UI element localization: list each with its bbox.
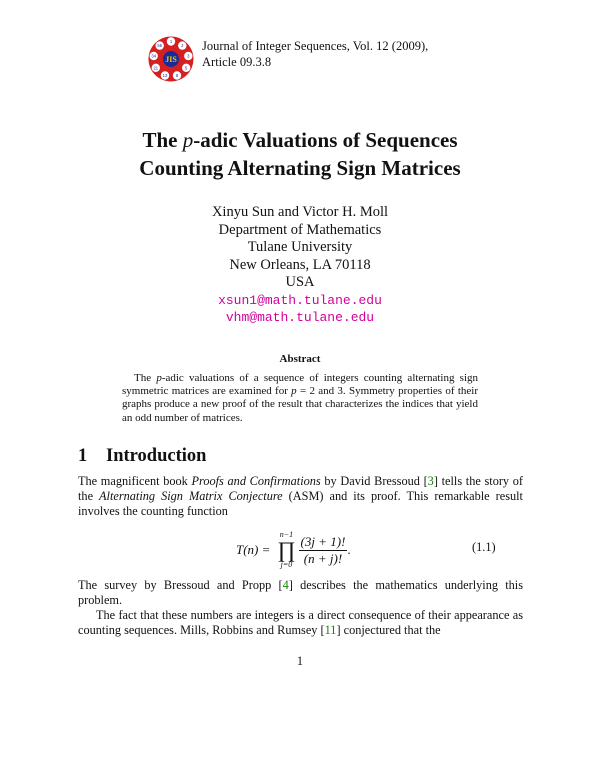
author-names: Xinyu Sun and Victor H. Moll xyxy=(211,204,389,220)
equation-fraction: (3j + 1)! (n + j)! xyxy=(300,533,346,566)
svg-text:55: 55 xyxy=(157,43,163,49)
equation-lhs: T(n) = xyxy=(236,542,271,557)
page-number: 1 xyxy=(296,654,304,668)
citation-link[interactable]: 11 xyxy=(324,623,337,638)
svg-text:1: 1 xyxy=(169,39,173,44)
country: USA xyxy=(285,274,315,290)
abstract-heading: Abstract xyxy=(279,353,321,365)
email-link-1[interactable]: xsun1@math.tulane.edu xyxy=(218,292,382,308)
email-link-2[interactable]: vhm@math.tulane.edu xyxy=(225,310,375,325)
logo-text: JIS xyxy=(165,55,177,64)
journal-logo xyxy=(148,36,194,82)
department: Department of Mathematics xyxy=(218,221,382,238)
citation-link[interactable]: 4 xyxy=(282,578,289,592)
svg-text:5: 5 xyxy=(185,65,188,71)
equation-1-1: T(n) = n−1 ∏ j=0 (3j + 1)! (n + j)! . xyxy=(236,530,351,569)
svg-text:21: 21 xyxy=(153,65,159,71)
equation-label: (1.1) xyxy=(472,540,496,554)
paper-title xyxy=(0,126,600,182)
svg-text:2: 2 xyxy=(181,43,184,49)
svg-text:8: 8 xyxy=(175,73,179,78)
title-line-1: The p-adic Valuations of Sequences xyxy=(142,128,458,152)
svg-text:3: 3 xyxy=(187,53,190,59)
citation-link[interactable]: 3 xyxy=(427,474,434,488)
section-title: Introduction xyxy=(106,446,207,466)
product-operator: n−1 ∏ j=0 xyxy=(277,530,296,569)
svg-text:13: 13 xyxy=(162,73,168,78)
journal-reference xyxy=(202,38,428,70)
journal-line-1: Journal of Integer Sequences, Vol. 12 (2009), xyxy=(202,39,429,53)
title-line-2: Counting Alternating Sign Matrices xyxy=(139,156,461,180)
university: Tulane University xyxy=(247,239,353,255)
intro-paragraph-1: The magnificent book Proofs and Confirmations by David Bressoud [3] tells the story of the Alternating Sign Matrix Conjecture (ASM) and its proof. This remarkable result involves the counting function xyxy=(78,474,524,519)
intro-paragraph-3: The fact that these numbers are integers is a direct consequence of their appearance as counting sequences. Mills, Robbins and Rumsey [11] conjectured that the xyxy=(78,608,523,638)
section-number: 1 xyxy=(78,446,88,466)
svg-text:34: 34 xyxy=(151,53,157,59)
author-block xyxy=(0,204,600,327)
city: New Orleans, LA 70118 xyxy=(229,256,371,273)
journal-line-2: Article 09.3.8 xyxy=(202,55,272,69)
intro-paragraph-2: The survey by Bressoud and Propp [4] describes the mathematics underlying this problem. xyxy=(78,578,523,608)
abstract-body: The p-adic valuations of a sequence of integers counting alternating sign symmetric matrices are examined for p = 2 and 3. Symmetry properties of their graphs produce a new proof of the result that characterizes the indices that yield an odd number of matrices. xyxy=(122,372,479,424)
